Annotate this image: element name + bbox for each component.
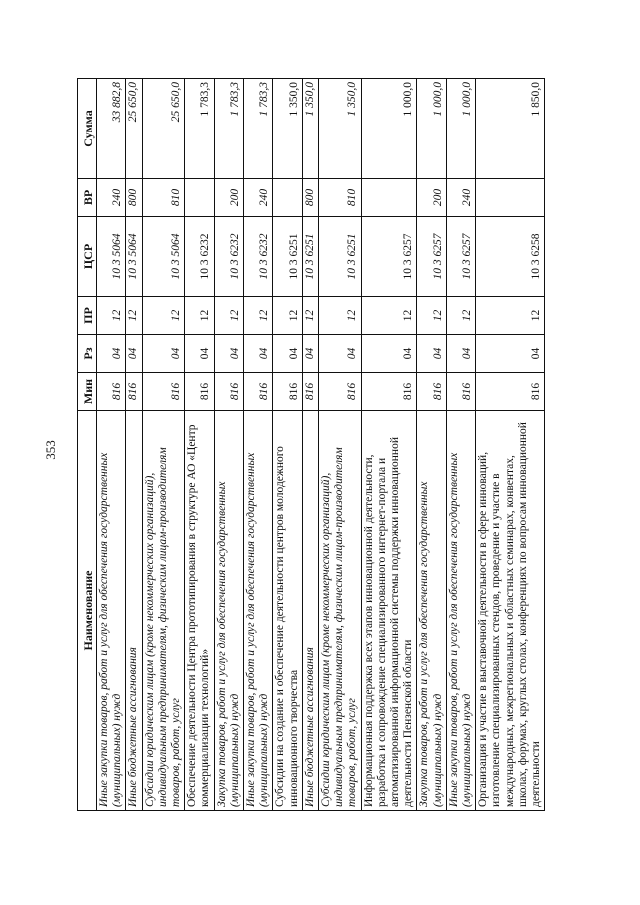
row-pr: 12 — [126, 297, 142, 335]
row-vr: 240 — [244, 179, 273, 217]
row-rz: 04 — [142, 335, 185, 373]
row-min: 816 — [244, 373, 273, 411]
row-pr: 12 — [361, 297, 417, 335]
row-min: 816 — [319, 373, 362, 411]
page-number: 353 — [43, 440, 58, 460]
row-vr — [273, 179, 302, 217]
row-csr: 10 3 5064 — [142, 217, 185, 297]
row-pr: 12 — [142, 297, 185, 335]
table-row — [417, 79, 446, 811]
row-csr: 10 3 6232 — [214, 217, 243, 297]
table-row — [244, 79, 273, 811]
row-sum: 1 350,0 — [319, 79, 362, 179]
row-vr: 800 — [126, 179, 142, 217]
row-name: Субсидии юридическим лицам (кроме некоммерческих организаций), индивидуальным предпринимателям, физическим лицам-производителям товаров, работ, услуг — [142, 411, 185, 811]
row-min: 816 — [446, 373, 475, 411]
row-name: Иные закупки товаров, работ и услуг для обеспечения государственных (муниципальных) нужд — [97, 411, 126, 811]
row-min: 816 — [185, 373, 214, 411]
row-sum: 33 882,8 — [97, 79, 126, 179]
row-min: 816 — [97, 373, 126, 411]
row-pr: 12 — [446, 297, 475, 335]
header-csr: ЦСР — [78, 217, 97, 297]
row-min: 816 — [142, 373, 185, 411]
row-csr: 10 3 6257 — [446, 217, 475, 297]
row-csr: 10 3 6257 — [361, 217, 417, 297]
row-name: Обеспечение деятельности Центра прототипирования в структуре АО «Центр коммерциализации технологий» — [185, 411, 214, 811]
row-vr: 200 — [417, 179, 446, 217]
row-rz: 04 — [126, 335, 142, 373]
row-vr: 800 — [302, 179, 318, 217]
row-name: Субсидии на создание и обеспечение деятельности центров молодежного инновационного творчества — [273, 411, 302, 811]
row-sum: 1 000,0 — [446, 79, 475, 179]
row-rz: 04 — [302, 335, 318, 373]
row-sum: 1 350,0 — [273, 79, 302, 179]
row-pr: 12 — [244, 297, 273, 335]
row-rz: 04 — [214, 335, 243, 373]
row-min: 816 — [361, 373, 417, 411]
row-csr: 10 3 6257 — [417, 217, 446, 297]
row-vr: 810 — [142, 179, 185, 217]
row-rz: 04 — [97, 335, 126, 373]
row-name: Иные бюджетные ассигнования — [126, 411, 142, 811]
table-header-row — [78, 79, 97, 811]
row-sum: 25 650,0 — [142, 79, 185, 179]
table-row — [361, 79, 417, 811]
table-row — [126, 79, 142, 811]
row-rz: 04 — [361, 335, 417, 373]
header-rz: Рз — [78, 335, 97, 373]
table-row — [185, 79, 214, 811]
table-row — [302, 79, 318, 811]
row-pr: 12 — [476, 297, 545, 335]
row-vr: 240 — [446, 179, 475, 217]
row-csr: 10 3 6251 — [273, 217, 302, 297]
row-pr: 12 — [273, 297, 302, 335]
header-sum: Сумма — [78, 79, 97, 179]
row-name: Закупка товаров, работ и услуг для обеспечения государственных (муниципальных) нужд — [417, 411, 446, 811]
row-rz: 04 — [185, 335, 214, 373]
row-name: Субсидии юридическим лицам (кроме некоммерческих организаций), индивидуальным предпринимателям, физическим лицам-производителям товаров, работ, услуг — [319, 411, 362, 811]
row-vr — [185, 179, 214, 217]
table-row — [214, 79, 243, 811]
row-pr: 12 — [319, 297, 362, 335]
row-min: 816 — [126, 373, 142, 411]
row-min: 816 — [273, 373, 302, 411]
row-name: Иные закупки товаров, работ и услуг для обеспечения государственных (муниципальных) нужд — [446, 411, 475, 811]
row-csr: 10 3 6258 — [476, 217, 545, 297]
row-csr: 10 3 6232 — [244, 217, 273, 297]
row-sum: 1 783,3 — [185, 79, 214, 179]
table-row — [319, 79, 362, 811]
row-csr: 10 3 6232 — [185, 217, 214, 297]
row-sum: 1 783,3 — [244, 79, 273, 179]
row-name: Информационная поддержка всех этапов инновационной деятельности, разработка и сопровождение специализированного интернет-портала и автоматизированной информационной системы поддержки инновационной деятельности Пензенской области — [361, 411, 417, 811]
row-min: 816 — [214, 373, 243, 411]
row-csr: 10 3 6251 — [302, 217, 318, 297]
row-sum: 1 000,0 — [361, 79, 417, 179]
table-row — [273, 79, 302, 811]
table-row — [446, 79, 475, 811]
row-pr: 12 — [97, 297, 126, 335]
row-min: 816 — [476, 373, 545, 411]
row-vr: 810 — [319, 179, 362, 217]
row-rz: 04 — [446, 335, 475, 373]
row-rz: 04 — [417, 335, 446, 373]
row-vr — [476, 179, 545, 217]
row-rz: 04 — [476, 335, 545, 373]
row-name: Организация и участие в выставочной деятельности в сфере инноваций, изготовление специализированных стендов, проведение и участие в международных, межрегиональных и областных семинарах, конвентах, школах, форумах, круглых столах, конференциях по вопросам инновационной деятельности — [476, 411, 545, 811]
row-rz: 04 — [319, 335, 362, 373]
row-pr: 12 — [302, 297, 318, 335]
row-csr: 10 3 5064 — [97, 217, 126, 297]
table-row — [142, 79, 185, 811]
row-min: 816 — [417, 373, 446, 411]
row-rz: 04 — [273, 335, 302, 373]
row-vr: 240 — [97, 179, 126, 217]
row-pr: 12 — [214, 297, 243, 335]
row-vr — [361, 179, 417, 217]
table-body — [97, 79, 545, 811]
row-name: Иные закупки товаров, работ и услуг для обеспечения государственных (муниципальных) нужд — [244, 411, 273, 811]
table-row — [97, 79, 126, 811]
row-sum: 1 350,0 — [302, 79, 318, 179]
row-min: 816 — [302, 373, 318, 411]
row-sum: 25 650,0 — [126, 79, 142, 179]
budget-table — [77, 78, 545, 811]
header-pr: ПР — [78, 297, 97, 335]
row-csr: 10 3 5064 — [126, 217, 142, 297]
row-rz: 04 — [244, 335, 273, 373]
header-vr: ВР — [78, 179, 97, 217]
row-name: Иные бюджетные ассигнования — [302, 411, 318, 811]
table-row — [476, 79, 545, 811]
row-sum: 1 000,0 — [417, 79, 446, 179]
row-sum: 1 850,0 — [476, 79, 545, 179]
row-sum: 1 783,3 — [214, 79, 243, 179]
header-name: Наименование — [78, 411, 97, 811]
row-vr: 200 — [214, 179, 243, 217]
row-pr: 12 — [185, 297, 214, 335]
row-csr: 10 3 6251 — [319, 217, 362, 297]
rotated-page-content — [77, 79, 557, 811]
row-name: Закупка товаров, работ и услуг для обеспечения государственных (муниципальных) нужд — [214, 411, 243, 811]
row-pr: 12 — [417, 297, 446, 335]
header-min: Мин — [78, 373, 97, 411]
